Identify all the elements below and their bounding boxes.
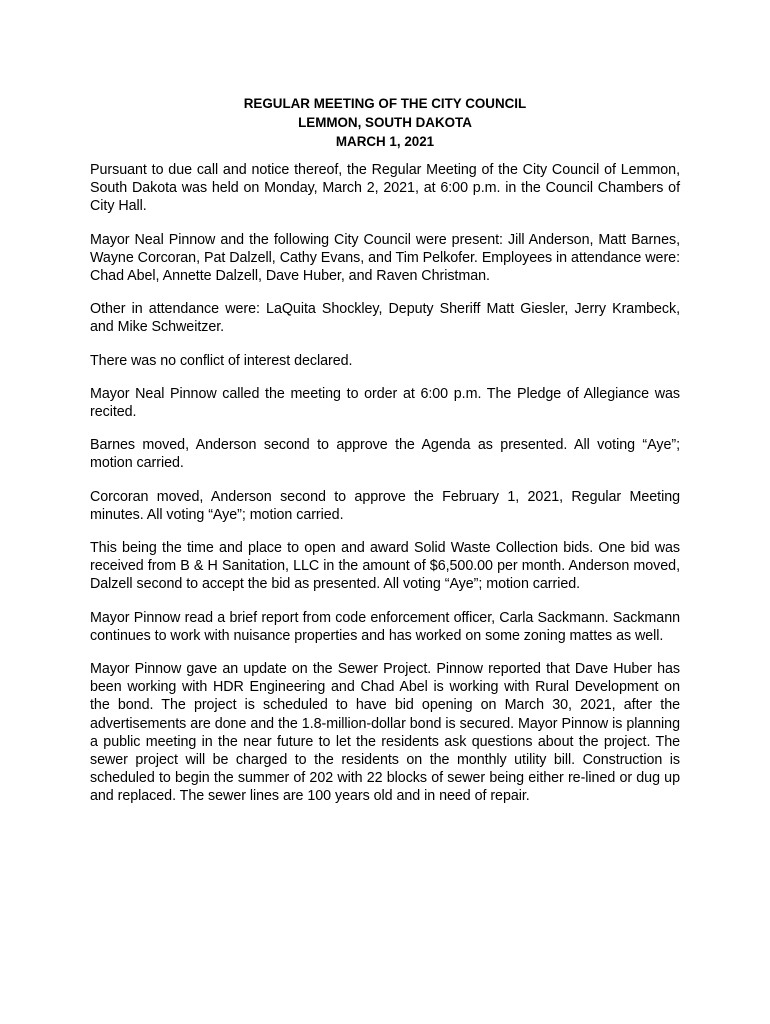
paragraph-agenda-approval: Barnes moved, Anderson second to approve the Agenda as presented. All voting “Aye”; motion carried. [90,437,680,472]
paragraph-minutes-approval: Corcoran moved, Anderson second to approve the February 1, 2021, Regular Meeting minutes. All voting “Aye”; motion carried. [90,488,680,523]
paragraph-attendance-council: Mayor Neal Pinnow and the following City Council were present: Jill Anderson, Matt Barnes, Wayne Corcoran, Pat Dalzell, Cathy Evans, and Tim Pelkofer. Employees in attendance were: Chad Abel, Annette Dalzell, Dave Huber, and Raven Christman. [90,231,680,285]
paragraph-attendance-other: Other in attendance were: LaQuita Shockley, Deputy Sheriff Matt Giesler, Jerry Krambeck, and Mike Schweitzer. [90,301,680,336]
paragraph-conflict-of-interest: There was no conflict of interest declared. [90,352,353,369]
meeting-title: REGULAR MEETING OF THE CITY COUNCIL [243,96,527,111]
paragraph-call-notice: Pursuant to due call and notice thereof, the Regular Meeting of the City Council of Lemmon, South Dakota was held on Monday, March 2, 2021, at 6:00 p.m. in the Council Chambers of City Hall. [90,162,680,215]
paragraph-code-enforcement: Mayor Pinnow read a brief report from code enforcement officer, Carla Sackmann. Sackmann continues to work with nuisance properties and has worked on some zoning mattes as well. [90,609,680,644]
document-page [90,94,680,821]
document-header [90,94,680,151]
city-location: LEMMON, SOUTH DAKOTA [298,115,472,130]
paragraph-call-to-order: Mayor Neal Pinnow called the meeting to order at 6:00 p.m. The Pledge of Allegiance was recited. [90,385,680,421]
paragraph-sewer-project: Mayor Pinnow gave an update on the Sewer Project. Pinnow reported that Dave Huber has been working with HDR Engineering and Chad Abel is working with Rural Development on the bond. The project is scheduled to have bid opening on March 30, 2021, after the advertisements are done and the 1.8-million-dollar bond is secured. Mayor Pinnow is planning a public meeting in the near future to let the residents ask questions about the project. The sewer project will be charged to the residents on the monthly utility bill. Construction is scheduled to begin the summer of 202 with 22 blocks of sewer being either re-lined or dug up and replaced. The sewer lines are 100 years old and in need of repair. [90,661,680,805]
paragraph-solid-waste-bids: This being the time and place to open and award Solid Waste Collection bids. One bid was received from B & H Sanitation, LLC in the amount of $6,500.00 per month. Anderson moved, Dalzell second to accept the bid as presented. All voting “Aye”; motion carried. [90,540,680,593]
meeting-date: MARCH 1, 2021 [335,134,435,149]
